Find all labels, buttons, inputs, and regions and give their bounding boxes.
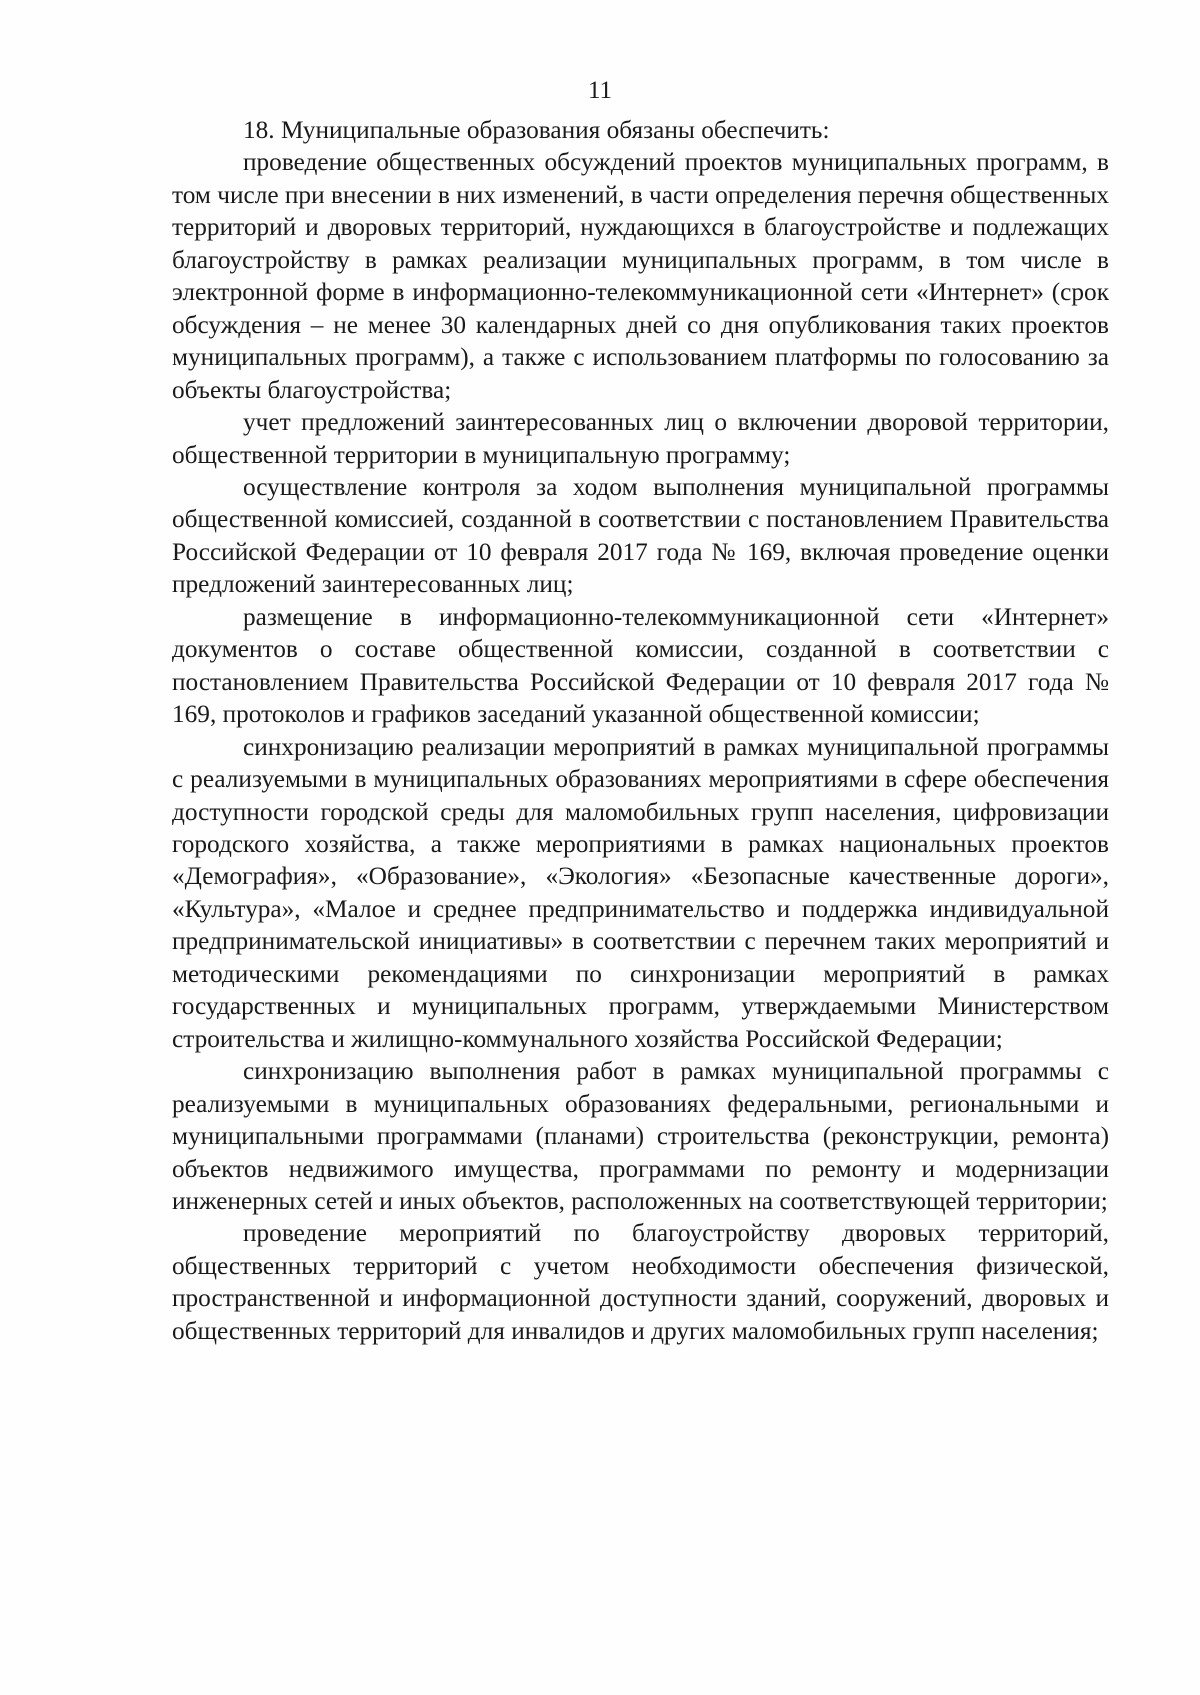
- paragraph-works-synchronization: синхронизацию выполнения работ в рамках муниципальной программы с реализуемыми в муниципальных образованиях федеральными, региональными и муниципальными программами (планами) строительства (реконструкции, ремонта) объектов недвижимого имущества, программами по ремонту и модернизации инженерных сетей и иных объектов, расположенных на соответствующей территории;: [172, 1057, 1109, 1215]
- paragraph-commission-control: осуществление контроля за ходом выполнения муниципальной программы общественной комиссией, созданной в соответствии с постановлением Правительства Российской Федерации от 10 февраля 2017 года № 169, включая проведение оценки предложений заинтересованных лиц;: [172, 472, 1109, 599]
- paragraph-internet-publication: размещение в информационно-телекоммуникационной сети «Интернет» документов о составе общественной комиссии, созданной в соответствии с постановлением Правительства Российской Федерации от 10 февраля 2017 года № 169, протоколов и графиков заседаний указанной общественной комиссии;: [172, 602, 1109, 729]
- page-number: 11: [587, 77, 613, 104]
- paragraph-events-synchronization: синхронизацию реализации мероприятий в рамках муниципальной программы с реализуемыми в муниципальных образованиях мероприятиями в сфере обеспечения доступности городской среды для маломобильных групп населения, цифровизации городского хозяйства, а также мероприятиями в рамках национальных проектов «Демография», «Образование», «Экология» «Безопасные качественные дороги», «Культура», «Малое и среднее предпринимательство и поддержка индивидуальной предпринимательской инициативы» в соответствии с перечнем таких мероприятий и методическими рекомендациями по синхронизации мероприятий в рамках государственных и муниципальных программ, утверждаемыми Министерством строительства и жилищно-коммунального хозяйства Российской Федерации;: [172, 732, 1109, 1053]
- paragraph-proposals-accounting: учет предложений заинтересованных лиц о включении дворовой территории, общественной территории в муниципальную программу;: [172, 408, 1109, 469]
- section-18-heading: 18. Муниципальные образования обязаны обеспечить:: [243, 116, 830, 144]
- paragraph-accessibility-improvement: проведение мероприятий по благоустройству дворовых территорий, общественных территорий с учетом необходимости обеспечения физической, пространственной и информационной доступности зданий, сооружений, дворовых и общественных территорий для инвалидов и других маломобильных групп населения;: [172, 1219, 1109, 1345]
- paragraph-public-discussions: проведение общественных обсуждений проектов муниципальных программ, в том числе при внесении в них изменений, в части определения перечня общественных территорий и дворовых территорий, нуждающихся в благоустройстве и подлежащих благоустройству в рамках реализации муниципальных программ, в том числе в электронной форме в информационно-телекоммуникационной сети «Интернет» (срок обсуждения – не менее 30 календарных дней со дня опубликования таких проектов муниципальных программ), а также с использованием платформы по голосованию за объекты благоустройства;: [172, 148, 1109, 404]
- document-body: [172, 114, 1109, 1347]
